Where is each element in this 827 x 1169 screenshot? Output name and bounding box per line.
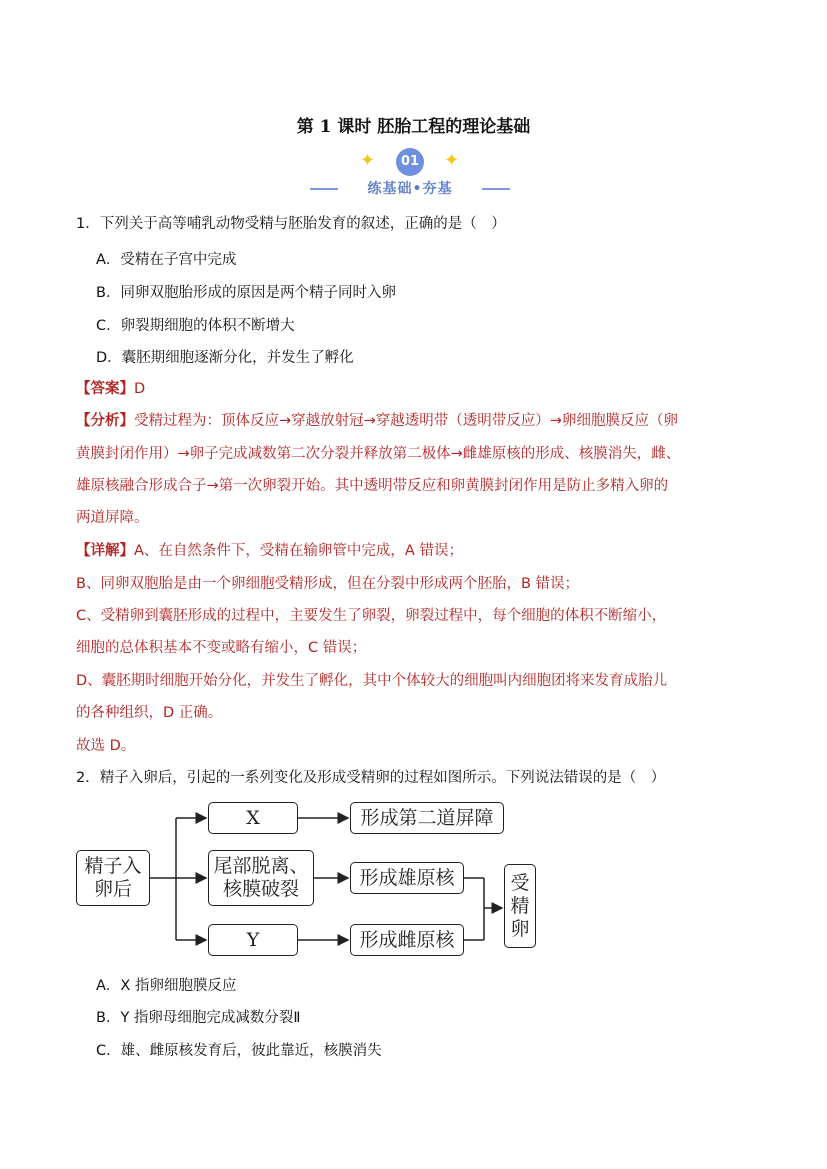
diagram-box-barrier: 形成第二道屏障	[350, 802, 504, 834]
diagram-box-x: X	[208, 802, 298, 834]
diagram-box-female-pronucleus: 形成雌原核	[350, 924, 464, 956]
section-badge	[340, 146, 480, 198]
detail-line: B、同卵双胞胎是由一个卵细胞受精形成，但在分裂中形成两个胚胎，B 错误；	[76, 576, 580, 592]
detail-label: 【详解】	[76, 543, 134, 559]
diagram-box-male-pronucleus: 形成雄原核	[350, 862, 464, 894]
option-d: D．囊胚期细胞逐渐分化，并发生了孵化	[96, 350, 354, 366]
diagram-box-middle: 尾部脱离、核膜破裂	[208, 850, 314, 906]
answer-label: 【答案】	[76, 381, 134, 397]
question-2-stem: 2．精子入卵后，引起的一系列变化及形成受精卵的过程如图所示。下列说法错误的是（ ）	[76, 770, 666, 786]
divider	[310, 188, 338, 190]
detail-line: C、受精卵到囊胚形成的过程中，主要发生了卵裂，卵裂过程中，每个细胞的体积不断缩小，	[76, 608, 667, 624]
analysis-label: 【分析】	[76, 413, 134, 429]
question-1-stem: 1．下列关于高等哺乳动物受精与胚胎发育的叙述，正确的是（ ）	[76, 216, 506, 232]
analysis-line: 受精过程为：顶体反应→穿越放射冠→穿越透明带（透明带反应）→卵细胞膜反应（卵	[134, 413, 678, 429]
answer-value: D	[134, 381, 146, 397]
option-c: C．卵裂期细胞的体积不断增大	[96, 318, 295, 334]
detail-line: 细胞的总体积基本不变或略有缩小，C 错误；	[76, 640, 367, 656]
star-icon: ✦	[444, 150, 460, 171]
process-diagram	[76, 800, 546, 960]
answer	[76, 379, 145, 399]
detail-line: 的各种组织，D 正确。	[76, 705, 223, 721]
star-icon: ✦	[360, 150, 376, 171]
divider	[482, 188, 510, 190]
detail-line: D、囊胚期时细胞开始分化，并发生了孵化，其中个体较大的细胞叫内细胞团将来发育成胎儿	[76, 673, 668, 689]
detail-line: 故选 D。	[76, 738, 136, 754]
q2-option-b: B．Y 指卵母细胞完成减数分裂Ⅱ	[96, 1010, 301, 1026]
analysis-line: 两道屏障。	[76, 510, 149, 526]
detail-line: A、在自然条件下，受精在输卵管中完成，A 错误；	[134, 543, 463, 559]
page-title: 第 1 课时 胚胎工程的理论基础	[296, 117, 531, 137]
detail	[76, 541, 463, 561]
section-label: 练基础•夯基	[367, 181, 453, 197]
section-number: 01	[396, 148, 424, 176]
diagram-box-zygote: 受精卵	[504, 864, 536, 948]
q2-option-c: C．雄、雌原核发育后，彼此靠近，核膜消失	[96, 1043, 382, 1059]
diagram-box-y: Y	[208, 924, 298, 956]
analysis-line: 雄原核融合形成合子→第一次卵裂开始。其中透明带反应和卵黄膜封闭作用是防止多精入卵的	[76, 478, 669, 494]
analysis-line: 黄膜封闭作用）→卵子完成减数第二次分裂并释放第二极体→雌雄原核的形成、核膜消失，雌、	[76, 446, 681, 462]
q2-option-a: A．X 指卵细胞膜反应	[96, 978, 237, 994]
diagram-box-start: 精子入卵后	[76, 850, 150, 906]
option-a: A．受精在子宫中完成	[96, 252, 237, 268]
option-b: B．同卵双胞胎形成的原因是两个精子同时入卵	[96, 285, 396, 301]
analysis	[76, 411, 756, 431]
